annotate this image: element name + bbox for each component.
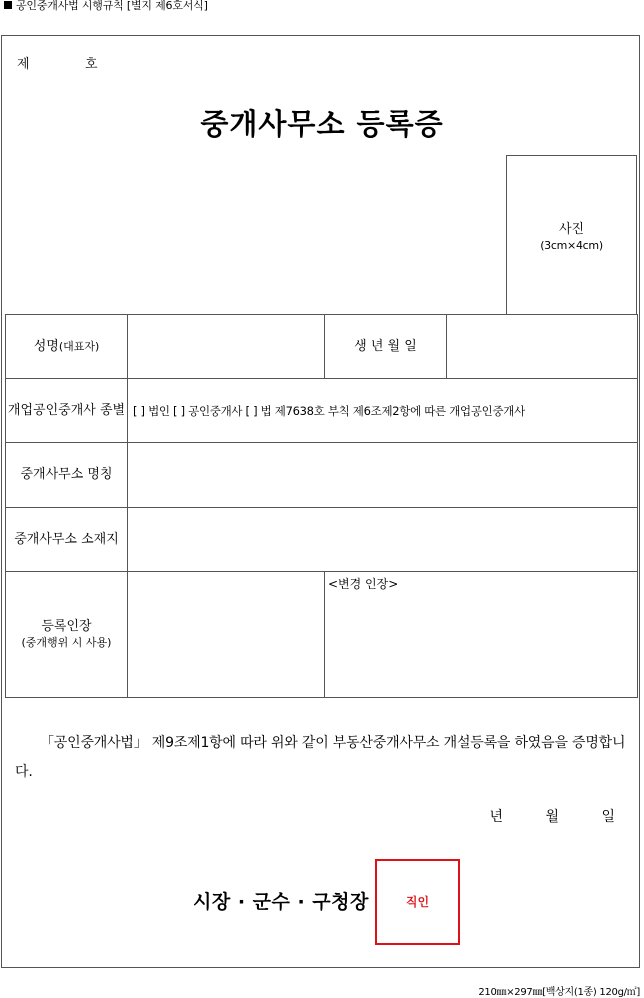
seal-label-sub: (중개행위 시 사용) [21, 635, 112, 649]
type-label: 개업공인중개사 종별 [6, 379, 128, 443]
changed-seal-field[interactable] [325, 572, 638, 698]
form-reference [4, 0, 208, 13]
table-row [6, 315, 638, 379]
office-name-field[interactable] [128, 443, 638, 508]
name-label-sub: (대표자) [58, 339, 100, 353]
name-field[interactable] [128, 315, 325, 379]
registered-seal-field[interactable] [128, 572, 325, 698]
table-row [6, 508, 638, 572]
photo-label: 사진 [558, 222, 585, 237]
official-seal-box: 직인 [375, 859, 460, 945]
seal-label-main: 등록인장 [41, 619, 92, 635]
table-row [6, 443, 638, 508]
registration-table [5, 314, 638, 698]
square-bullet-icon [4, 1, 12, 9]
photo-box [506, 155, 637, 315]
photo-size: (3cm×4cm) [540, 239, 603, 252]
type-options[interactable]: [ ] 법인 [ ] 공인중개사 [ ] 법 제7638호 부칙 제6조제2항에 따른 개업공인중개사 [128, 379, 638, 443]
office-name-label: 중개사무소 명칭 [6, 443, 128, 508]
number-prefix: 제 [17, 57, 30, 72]
birth-label: 생 년 월 일 [325, 315, 447, 379]
table-row [6, 572, 638, 698]
changed-seal-label: <변경 인장> [328, 577, 399, 591]
name-label-main: 성명 [33, 338, 59, 354]
paper-spec: 210㎜×297㎜[백상지(1종) 120g/㎡] [478, 987, 640, 998]
birth-field[interactable] [447, 315, 638, 379]
form-reference-text: 공인중개사법 시행규칙 [별지 제6호서식] [16, 0, 208, 12]
seal-label [6, 572, 128, 698]
issue-date-line: 년 월 일 [489, 809, 615, 825]
office-address-label: 중개사무소 소재지 [6, 508, 128, 572]
office-address-field[interactable] [128, 508, 638, 572]
certificate-title: 중개사무소 등록증 [200, 107, 444, 141]
number-suffix: 호 [85, 57, 98, 72]
issuer-title: 시장 · 군수 · 구청장 [193, 891, 369, 913]
certification-statement: 「공인중개사법」 제9조제1항에 따라 위와 같이 부동산중개사무소 개설등록을 하였음을 증명합니다. [15, 735, 626, 780]
table-row [6, 379, 638, 443]
name-label [6, 315, 128, 379]
